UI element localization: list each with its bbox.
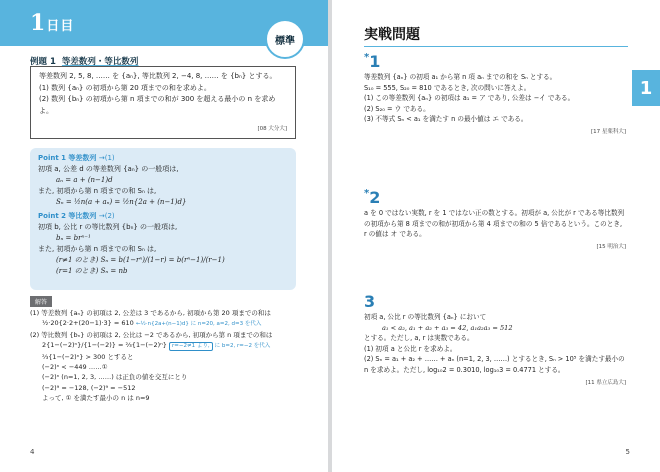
solution-line: (2) 等比数列 {bₙ} の初項は 2, 公比は −2 であるから, 初項から第 n 項までの和は [30,330,273,339]
solution-line: よって, ① を満たす最小の n は n=9 [42,394,150,403]
question-2 [364,208,626,252]
left-page [0,0,328,472]
level-badge: 標準 [265,19,305,59]
point2-formula2: (r≠1 のとき) Sₙ = b(1−rⁿ)/(1−r) = b(rⁿ−1)/(r−1) [56,256,225,264]
day-number: 1日目 [30,10,75,36]
question-number-3: 3 [364,292,376,311]
solution-line: ⅔{1−(−2)ⁿ} > 300 とすると [42,352,134,361]
q1-line: 等差数列 {aₙ} の初項 a₁ から第 n 項 aₙ までの和を Sₙ とする。 [364,73,557,81]
point2-text2: また, 初項から第 n 項までの和 Sₙ は, [38,245,157,253]
solution-note: ←½·n{2a+(n−1)d} に n=20, a=2, d=3 を代入 [135,321,262,328]
q1-line: (1) この等差数列 {aₙ} の初項は a₁ = ア であり, 公差は −イ である。 [364,94,575,103]
solution-line: ½·20{2·2+(20−1)·3} = 610 ←½·n{2a+(n−1)d} に n=20, a=2, d=3 を代入 [42,319,262,328]
q3-line: とする。ただし, a, r は実数である。 [364,334,474,343]
point2-text1: 初項 b, 公比 r の等比数列 {bₙ} の一般項は, [38,223,178,231]
solution-note: r=−2≠1 より, [169,342,213,351]
q3-line: (2) Sₙ = a₁ + a₂ + …… + aₙ (n=1, 2, 3, ……) とするとき, Sₙ > 10⁵ を満たす最小の n を求めよ。ただし, log₁₀2 = 0.3010, log₁₀3 = 0.4771 とする。 [364,355,625,374]
solution-label: 解答 [30,296,52,307]
question-1 [364,72,626,138]
page-number-left: 4 [30,448,35,456]
point2-formula1: bₙ = brⁿ⁻¹ [56,234,91,242]
q1-line: (2) S₂₀ = ウ である。 [364,104,430,113]
q3-line: a₁ < a₂, a₁ + a₂ + a₃ = 42, a₁a₂a₃ = 512 [382,323,513,332]
question-3 [364,312,626,388]
q3-line: (1) 初項 a と公比 r を求めよ。 [364,344,457,353]
example-source: [08 大分大] [257,125,287,132]
solution-line: (−2)⁹ = −128, (−2)⁹ = −512 [42,383,136,392]
solution-line: (−2)ⁿ < −449 ……① [42,363,108,372]
solution-note: に b=2, r=−2 を代入 [214,343,271,350]
point1-text2: また, 初項から第 n 項までの和 Sₙ は, [38,187,157,195]
question-number-2: *2 [364,188,381,207]
q3-line: 初項 a, 公比 r の等比数列 {aₙ} において [364,313,487,321]
example-line-3: (2) 数列 {bₙ} の初項から第 n 項までの和が 300 を超える最小の n を求めよ。 [39,95,276,115]
q3-source: [11 県立広島大] [585,379,626,386]
q1-source: [17 星薬科大] [590,128,626,135]
solution-line: 2{1−(−2)ⁿ}/{1−(−2)} = ⅔{1−(−2)ⁿ} r=−2≠1 より, に b=2, r=−2 を代入 [42,341,271,350]
q1-line: S₁₀ = 555, S₂₀ = 810 であるとき, 次の問いに答えよ。 [364,83,531,92]
example-line-1: 等差数列 2, 5, 8, …… を {aₙ}, 等比数列 2, −4, 8, …… を {bₙ} とする。 [39,72,277,80]
q2-source: [15 明治大] [596,243,626,250]
q2-line: a を 0 ではない実数, r を 1 ではない正の数とする。初項が a, 公比が r である等比数列の初項から第 8 項までの和が初項から第 4 項までの和の 5 倍であるという。このとき, r の値は オ である。 [364,209,625,239]
point1-formula2: Sₙ = ½n(a + aₙ) = ½n{2a + (n−1)d} [56,198,187,206]
page-number-right: 5 [625,448,630,456]
q1-line: (3) 不等式 Sₙ < a₁ を満たす n の最小値は エ である。 [364,115,528,124]
example-problem-box [30,66,296,139]
point1-text1: 初項 a, 公差 d の等差数列 {aₙ} の一般項は, [38,165,179,173]
chapter-side-tab: 1 [632,70,660,106]
solution-line: (1) 等差数列 {aₙ} の初項は 2, 公差は 3 であるから, 初項から第 20 項までの和は [30,309,271,317]
question-number-1: *1 [364,52,381,71]
right-page [332,0,660,472]
point2-title: Point 2 等比数列 →(2) [38,212,115,220]
example-line-2: (1) 数列 {aₙ} の初項から第 20 項までの和を求めよ。 [39,83,211,92]
solution-body [30,308,300,404]
section-title: 実戦問題 [364,27,420,43]
point-box [30,148,296,290]
title-rule [364,46,628,47]
point1-title: Point 1 等差数列 →(1) [38,154,115,162]
solution-line: (−2)ⁿ (n=1, 2, 3, ……) は正負の値を交互にとり [42,373,188,382]
example-heading: 例題 1 等差数列・等比数列 [30,57,139,67]
point2-formula3: (r=1 のとき) Sₙ = nb [56,267,128,275]
point1-formula1: aₙ = a + (n−1)d [56,176,113,184]
